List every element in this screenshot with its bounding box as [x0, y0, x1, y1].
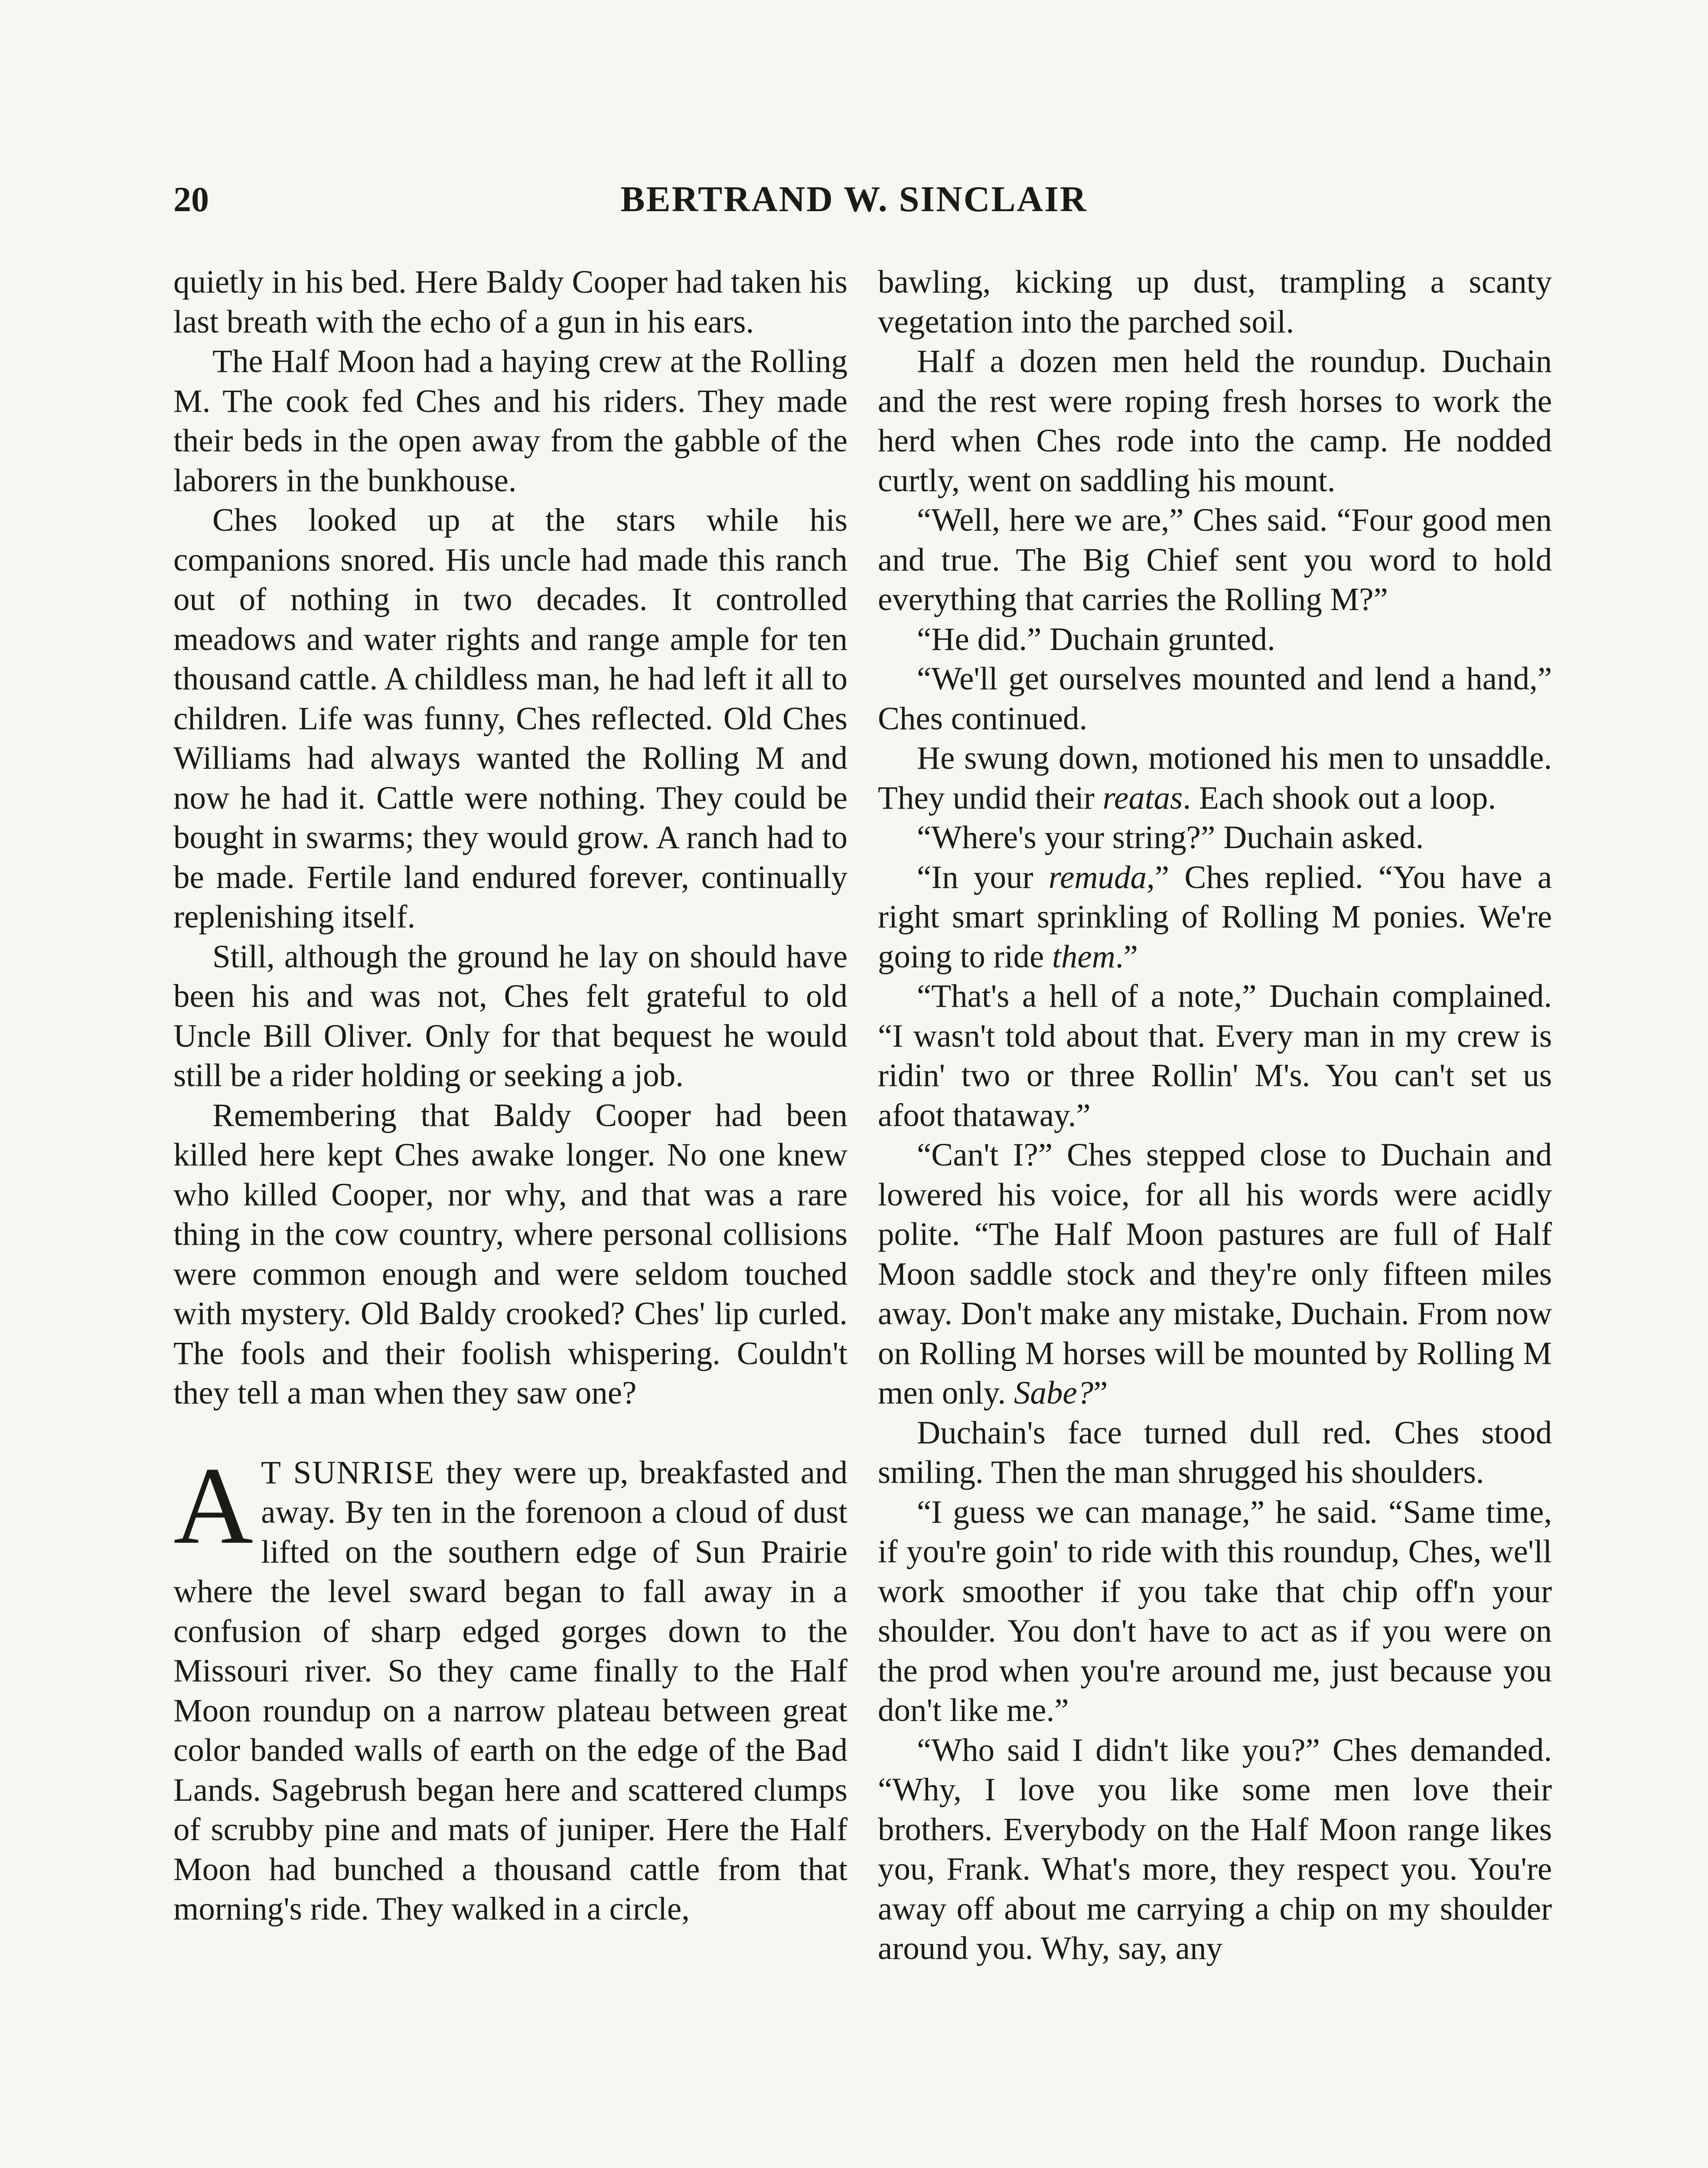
italic-term: remuda [1048, 859, 1147, 895]
section-break [173, 1413, 847, 1453]
section-text: they were up, breakfasted and away. By ten in the forenoon a cloud of dust lifted on the southern edge of Sun Prairie where the level sward began to fall away in a confusion of sharp edged gorges down to the Missouri river. So they came finally to the Half Moon roundup on a narrow plateau between great color banded walls of earth on the edge of the Bad Lands. Sagebrush began here and scattered clumps of scrubby pine and mats of juniper. Here the Half Moon had bunched a thousand cattle from that morning's ride. They walked in a circle, [173, 1454, 847, 1927]
paragraph: “We'll get ourselves mounted and lend a hand,” Ches continued. [878, 661, 1552, 737]
text-run: ” [1093, 1375, 1108, 1411]
text-run: . Each shook out a loop. [1183, 780, 1496, 816]
page-number: 20 [173, 180, 209, 219]
paragraph: “That's a hell of a note,” Duchain complained. “I wasn't told about that. Every man in my crew is ridin' two or three Rollin' M's. You can't set us afoot thataway.” [878, 978, 1552, 1133]
paragraph: “He did.” Duchain grunted. [917, 621, 1275, 657]
paragraph: Still, although the ground he lay on should have been his and was not, Ches felt grateful to old Uncle Bill Oliver. Only for that bequest he would still be a rider holding or seeking a job. [173, 938, 847, 1094]
left-column [173, 262, 847, 2168]
paragraph: Duchain's face turned dull red. Ches stood smiling. Then the man shrugged his shoulders. [878, 1414, 1552, 1490]
italic-term: Sabe? [1014, 1375, 1094, 1411]
section-opening-paragraph [173, 1444, 847, 1929]
italic-term: them [1052, 938, 1115, 975]
paragraph [878, 738, 1552, 818]
running-head [173, 173, 1535, 225]
paragraph: bawling, kicking up dust, trampling a scanty vegetation into the parched soil. [878, 264, 1552, 340]
running-title: BERTRAND W. SINCLAIR [620, 179, 1088, 219]
paragraph [878, 858, 1552, 977]
right-column [878, 262, 1552, 2168]
italic-term: reatas [1102, 780, 1183, 816]
text-run: “In your [917, 859, 1049, 895]
text-run: .” [1115, 938, 1138, 975]
text-run: “Can't I?” Ches stepped close to Duchain and lowered his voice, for all his words were acidly polite. “The Half Moon pastures are full of Half Moon saddle stock and they're only fifteen miles away. Don't make any mistake, Duchain. From now on Rolling M horses will be mounted by Rolling M men only. [878, 1137, 1552, 1411]
section-lead-in: T SUNRISE [261, 1454, 435, 1491]
text-run: He swung down, motioned his men to unsaddle. They undid their [878, 740, 1552, 816]
drop-cap: A [173, 1444, 254, 1567]
paragraph: “Who said I didn't like you?” Ches demanded. “Why, I love you like some men love their brothers. Everybody on the Half Moon range likes you, Frank. What's more, they respect you. You're away off about me carrying a chip on my shoulder around you. Why, say, any [878, 1732, 1552, 1966]
paragraph: “Where's your string?” Duchain asked. [917, 820, 1424, 855]
paragraph: The Half Moon had a haying crew at the Rolling M. The cook fed Ches and his riders. They made their beds in the open away from the gabble of the laborers in the bunkhouse. [173, 343, 847, 499]
paragraph: “Well, here we are,” Ches said. “Four good men and true. The Big Chief sent you word to hold everything that carries the Rolling M?” [878, 502, 1552, 617]
paragraph: Ches looked up at the stars while his companions snored. His uncle had made this ranch out of nothing in two decades. It controlled meadows and water rights and range ample for ten thousand cattle. A childless man, he had left it all to children. Life was funny, Ches reflected. Old Ches Williams had always wanted the Rolling M and now he had it. Cattle were nothing. They could be bought in swarms; they would grow. A ranch had to be made. Fertile land endured forever, continually replenishing itself. [173, 502, 847, 935]
paragraph: “I guess we can manage,” he said. “Same time, if you're goin' to ride with this roundup, Ches, we'll work smoother if you take that chip off'n your shoulder. You don't have to act as if you were on the prod when you're around me, just because you don't like me.” [878, 1494, 1552, 1728]
paragraph: Half a dozen men held the roundup. Duchain and the rest were roping fresh horses to work the herd when Ches rode into the camp. He nodded curtly, went on saddling his mount. [878, 343, 1552, 499]
paragraph [878, 1135, 1552, 1413]
paragraph: Remembering that Baldy Cooper had been killed here kept Ches awake longer. No one knew who killed Cooper, nor why, and that was a rare thing in the cow country, where personal collisions were common enough and were seldom touched with mystery. Old Baldy crooked? Ches' lip curled. The fools and their foolish whispering. Couldn't they tell a man when they saw one? [173, 1097, 847, 1411]
paragraph: quietly in his bed. Here Baldy Cooper had taken his last breath with the echo of a gun in his ears. [173, 264, 847, 340]
text-run: ,” Ches replied. “You have a right smart sprinkling of Rolling M ponies. We're going to ride [878, 859, 1552, 975]
